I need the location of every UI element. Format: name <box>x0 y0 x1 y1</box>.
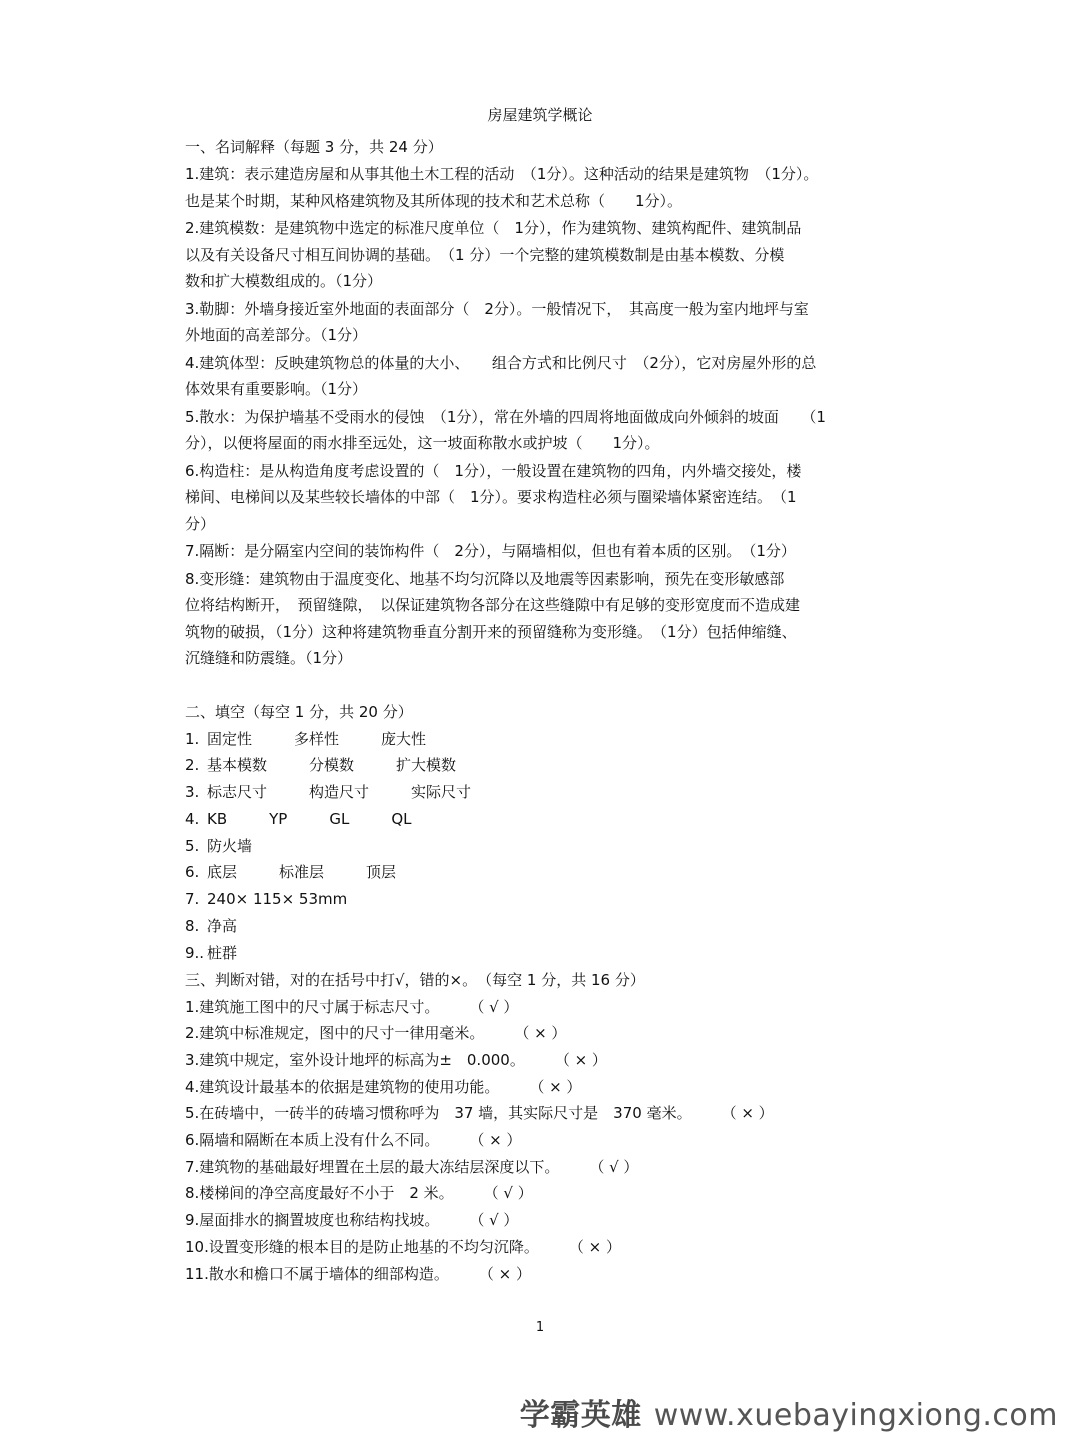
definition-item <box>185 538 915 565</box>
judge-statement: 6.隔墙和隔断在本质上没有什么不同。 <box>185 1131 440 1150</box>
definition-line: 分） <box>185 514 216 533</box>
fill-number: 3. <box>185 783 200 802</box>
definition-line: 以及有关设备尺寸相互间协调的基础。 （1 分）一个完整的建筑模数制是由基本模数、分模 <box>185 245 785 264</box>
fill-number: 8. <box>185 917 200 936</box>
fill-answer: YP <box>269 809 288 828</box>
definition-line: 4.建筑体型：反映建筑物总的体量的大小、 组合方式和比例尺寸 （2分），它对房屋外形的总 <box>185 353 817 372</box>
judge-item <box>185 1207 915 1234</box>
fill-answer: 分模数 <box>309 756 355 775</box>
definition-line: 梯间、电梯间以及某些较长墙体的中部（ 1分）。要求构造柱必须与圈梁墙体紧密连结。 （1 <box>185 488 797 506</box>
fill-answer: 顶层 <box>366 863 397 882</box>
definition-line: 5.散水：为保护墙基不受雨水的侵蚀 （1分），常在外墙的四周将地面做成向外倾斜的坡面 （1 <box>185 407 826 426</box>
definition-item <box>185 161 915 214</box>
definition-item <box>185 350 915 403</box>
fill-number: 7. <box>185 890 200 909</box>
definition-line: 8.变形缝：建筑物由于温度变化、地基不均匀沉降以及地震等因素影响，预先在变形敏感部 <box>185 569 785 588</box>
judge-item <box>185 1100 915 1127</box>
fill-answer-row <box>185 913 915 940</box>
judge-answer: （ × ） <box>568 1237 621 1256</box>
definition-item <box>185 215 915 295</box>
definition-line: 7.隔断：是分隔室内空间的装饰构件（ 2分），与隔墙相似，但也有着本质的区别。 （1分） <box>185 542 796 560</box>
definition-line: 筑物的破损，（1分）这种将建筑物垂直分割开来的预留缝称为变形缝。 （1分）包括伸缩缝、 <box>185 622 797 641</box>
fill-answer: 240× 115× 53mm <box>207 890 348 909</box>
fill-answer: 构造尺寸 <box>309 783 370 802</box>
watermark-url: www.xuebayingxiong.com <box>653 1398 1058 1433</box>
watermark <box>520 1390 1058 1434</box>
section2-heading: 二、填空（每空 1 分，共 20 分） <box>185 702 413 721</box>
definition-line: 2.建筑模数：是建筑物中选定的标准尺度单位（ 1分），作为建筑物、建筑构配件、建筑制品 <box>185 219 802 237</box>
fill-answer: 净高 <box>207 917 238 936</box>
judge-item <box>185 1047 915 1074</box>
section3-heading: 三、判断对错，对的在括号中打√，错的×。 （每空 1 分，共 16 分） <box>185 970 645 989</box>
definition-line: 1.建筑：表示建造房屋和从事其他土木工程的活动 （1分）。这种活动的结果是建筑物 （1分）。 <box>185 165 819 183</box>
fill-answer: 标志尺寸 <box>207 783 268 802</box>
definition-line: 分），以便将屋面的雨水排至远处，这一坡面称散水或护坡（ 1分）。 <box>185 434 660 452</box>
section1-list <box>185 161 915 672</box>
fill-answer-row <box>185 833 915 860</box>
fill-answer-row <box>185 886 915 913</box>
judge-statement: 3.建筑中规定，室外设计地坪的标高为± 0.000。 <box>185 1051 525 1070</box>
judge-statement: 10.设置变形缝的根本目的是防止地基的不均匀沉降。 <box>185 1237 539 1256</box>
judge-item <box>185 1261 915 1288</box>
fill-number: 5. <box>185 836 200 855</box>
section1-heading: 一、名词解释（每题 3 分，共 24 分） <box>185 138 443 156</box>
fill-answer-row <box>185 752 915 779</box>
judge-answer: （ × ） <box>721 1104 774 1123</box>
fill-answer-row <box>185 726 915 753</box>
fill-answer: 底层 <box>207 863 238 882</box>
judge-answer: （ × ） <box>529 1077 582 1096</box>
fill-answer-row <box>185 779 915 806</box>
fill-number: 1. <box>185 729 200 748</box>
judge-item <box>185 1020 915 1047</box>
definition-line: 6.构造柱：是从构造角度考虑设置的（ 1分），一般设置在建筑物的四角，内外墙交接处，楼 <box>185 461 802 480</box>
fill-answer: 固定性 <box>207 729 253 748</box>
doc-content <box>185 134 915 1287</box>
fill-answer: 多样性 <box>294 729 340 748</box>
fill-number: 6. <box>185 863 200 882</box>
judge-statement: 4.建筑设计最基本的依据是建筑物的使用功能。 <box>185 1077 500 1096</box>
fill-answer: 防火墙 <box>207 836 253 855</box>
fill-answer: GL <box>329 809 350 828</box>
fill-number: 2. <box>185 756 200 775</box>
fill-answer-row <box>185 859 915 886</box>
definition-line: 位将结构断开， 预留缝隙， 以保证建筑物各部分在这些缝隙中有足够的变形宽度而不造成建 <box>185 596 801 614</box>
judge-statement: 9.屋面排水的搁置坡度也称结构找坡。 <box>185 1211 440 1230</box>
judge-item <box>185 994 915 1021</box>
fill-number: 4. <box>185 809 200 828</box>
fill-answer: 庞大性 <box>381 729 427 748</box>
section2-list <box>185 726 915 967</box>
fill-answer: KB <box>207 809 228 828</box>
definition-item <box>185 296 915 349</box>
judge-answer: （ × ） <box>469 1131 522 1150</box>
fill-answer: 实际尺寸 <box>411 783 472 802</box>
definition-line: 也是某个时期，某种风格建筑物及其所体现的技术和艺术总称（ 1分）。 <box>185 191 683 210</box>
judge-statement: 8.楼梯间的净空高度最好不小于 2 米。 <box>185 1184 454 1203</box>
judge-item <box>185 1154 915 1181</box>
definition-line: 体效果有重要影响。（1分） <box>185 380 368 398</box>
definition-line: 数和扩大模数组成的。（1分） <box>185 272 383 290</box>
judge-answer: （ √ ） <box>469 1211 519 1230</box>
fill-answer: 基本模数 <box>207 756 268 775</box>
judge-item <box>185 1234 915 1261</box>
judge-answer: （ × ） <box>554 1051 607 1070</box>
fill-answer: 标准层 <box>279 863 325 882</box>
doc-title: 房屋建筑学概论 <box>487 106 593 124</box>
section-spacer <box>185 673 915 699</box>
definition-line: 沉缝缝和防震缝。（1分） <box>185 649 353 667</box>
judge-statement: 7.建筑物的基础最好埋置在土层的最大冻结层深度以下。 <box>185 1157 560 1176</box>
judge-item <box>185 1074 915 1101</box>
definition-item <box>185 404 915 457</box>
fill-answer-row <box>185 806 915 833</box>
judge-item <box>185 1180 915 1207</box>
definition-line: 外地面的高差部分。（1分） <box>185 326 368 344</box>
definition-line: 3.勒脚：外墙身接近室外地面的表面部分（ 2分）。一般情况下， 其高度一般为室内地坪与室 <box>185 299 809 318</box>
judge-answer: （ √ ） <box>483 1184 533 1203</box>
definition-item <box>185 566 915 672</box>
fill-number: 9.. <box>185 943 205 962</box>
judge-statement: 5.在砖墙中，一砖半的砖墙习惯称呼为 37 墙，其实际尺寸是 370 毫米。 <box>185 1104 692 1123</box>
judge-statement: 11.散水和檐口不属于墙体的细部构造。 <box>185 1264 449 1283</box>
definition-item <box>185 458 915 538</box>
fill-answer-row <box>185 940 915 967</box>
judge-statement: 2.建筑中标准规定，图中的尺寸一律用毫米。 <box>185 1024 485 1043</box>
judge-statement: 1.建筑施工图中的尺寸属于标志尺寸。 <box>185 997 440 1016</box>
section3-list <box>185 994 915 1288</box>
judge-answer: （ × ） <box>514 1024 567 1043</box>
fill-answer: 桩群 <box>207 943 238 962</box>
page-number: 1 <box>535 1320 545 1335</box>
fill-answer: QL <box>391 809 412 828</box>
fill-answer: 扩大模数 <box>396 756 457 775</box>
judge-answer: （ × ） <box>478 1264 531 1283</box>
watermark-cn: 学霸英雄 <box>519 1398 642 1433</box>
judge-answer: （ √ ） <box>469 997 519 1016</box>
judge-item <box>185 1127 915 1154</box>
judge-answer: （ √ ） <box>589 1157 639 1176</box>
